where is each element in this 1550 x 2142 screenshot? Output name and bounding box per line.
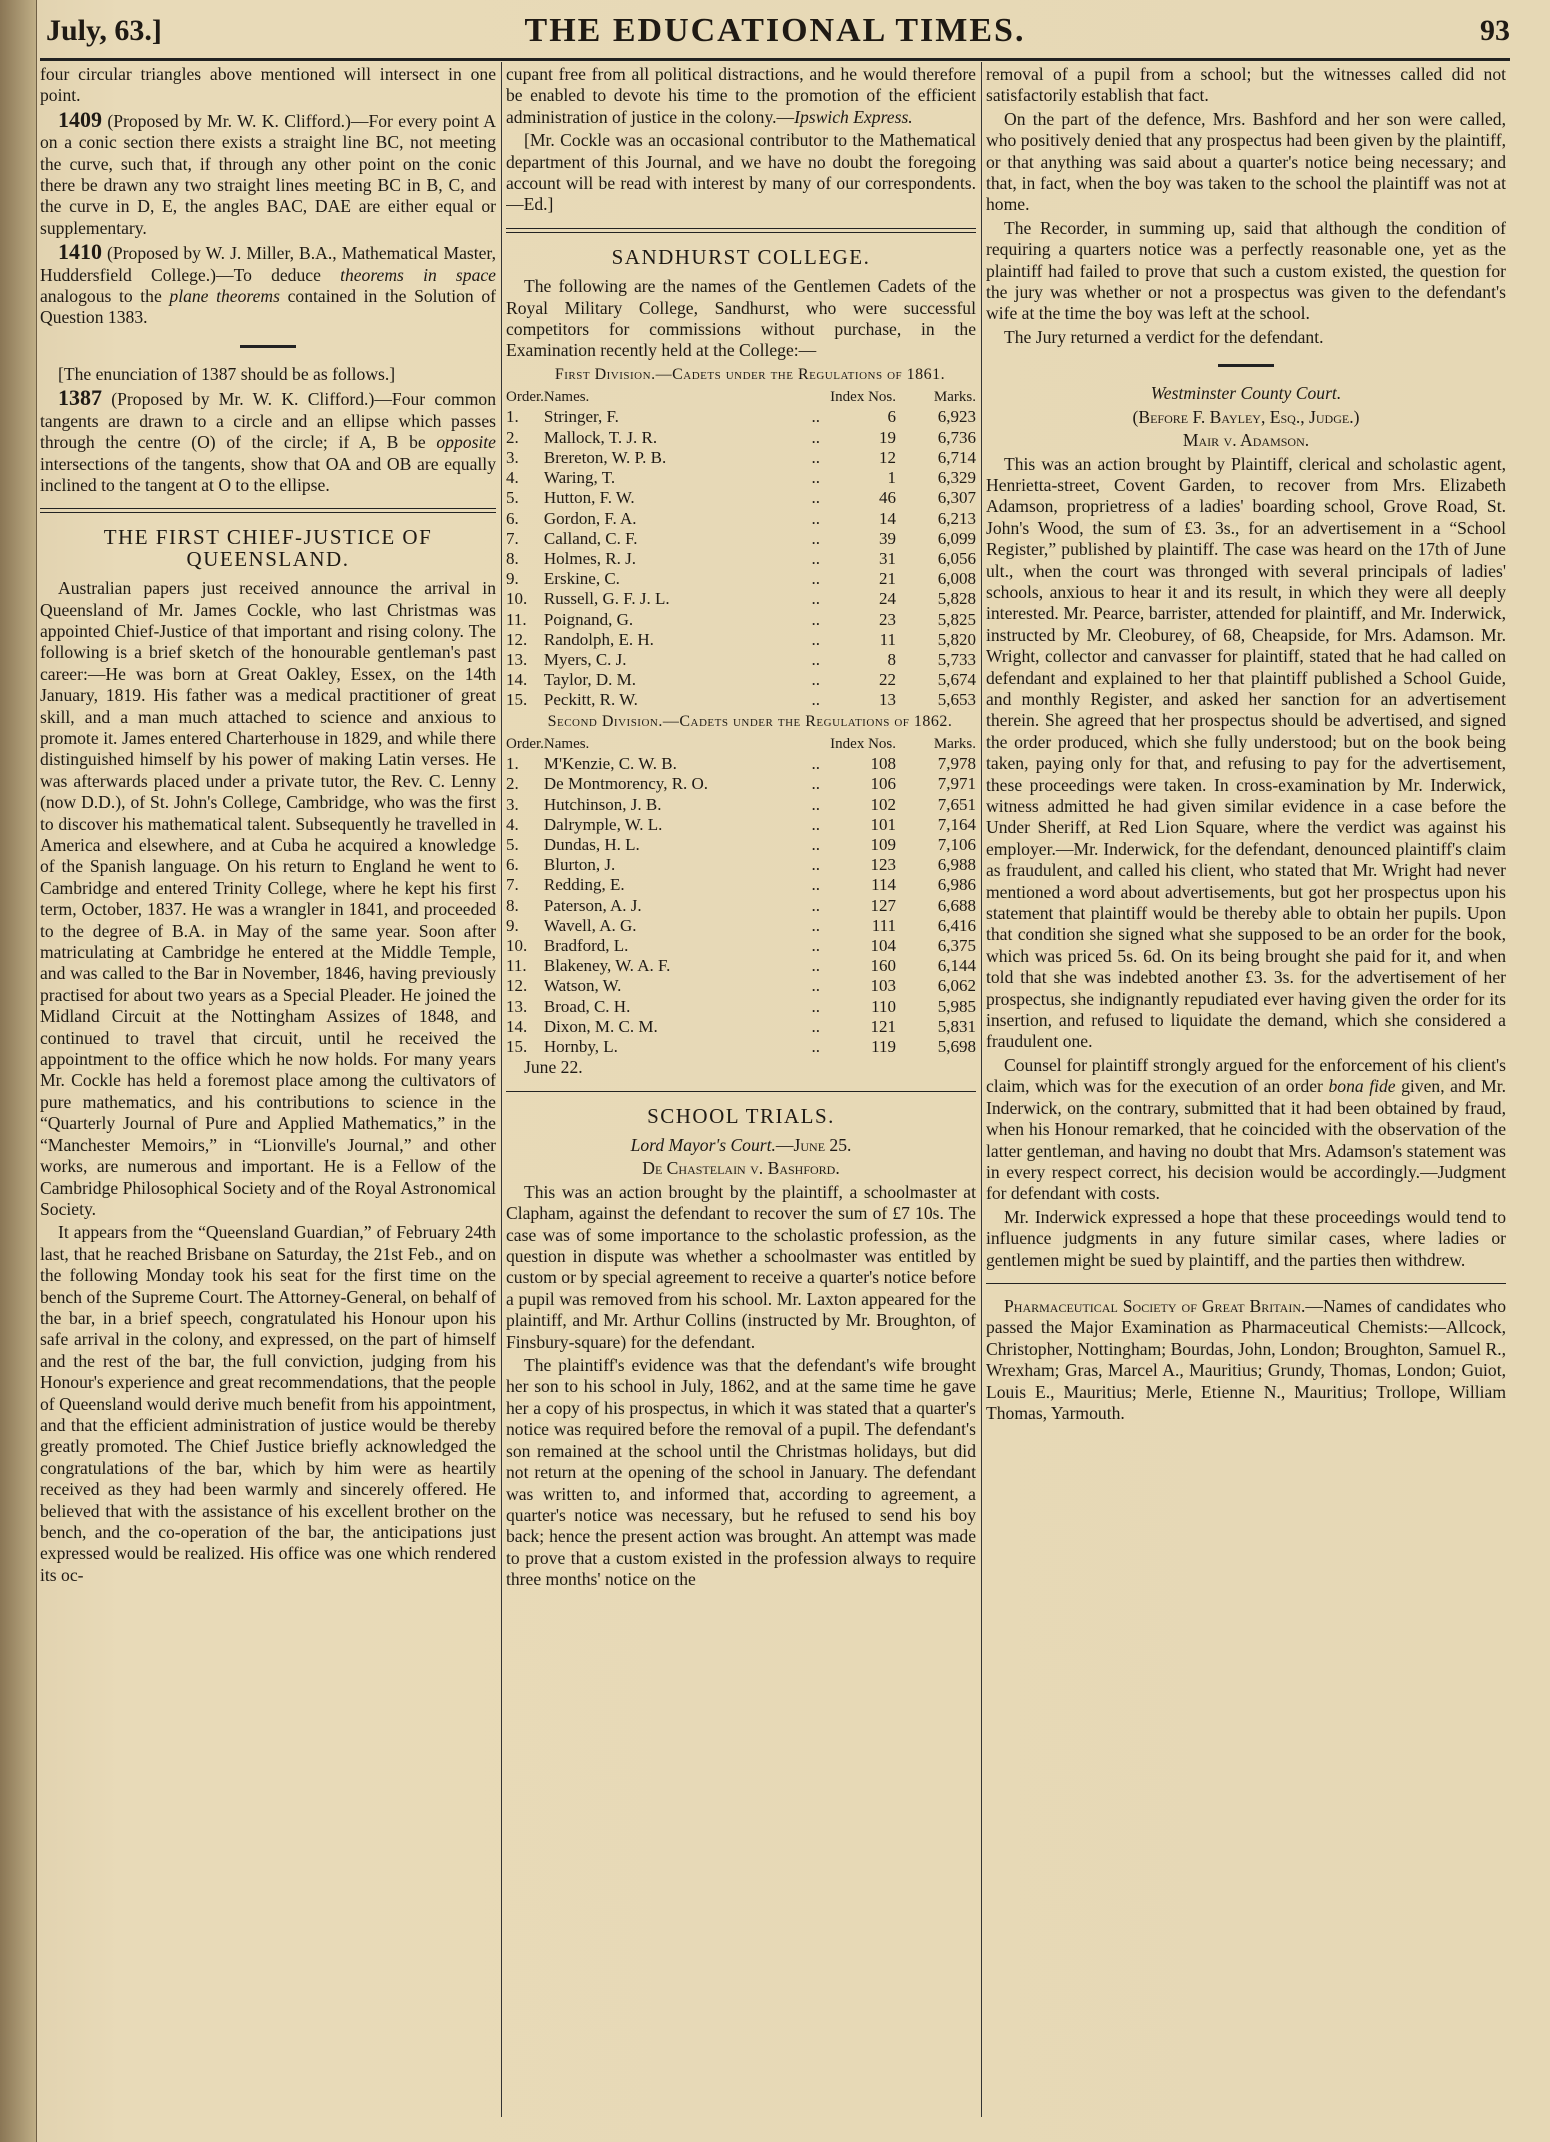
- section-title: SCHOOL TRIALS.: [647, 1103, 835, 1128]
- cell-order: 15.: [506, 1036, 528, 1056]
- table-row: [506, 774, 976, 794]
- cadet-name: Waring, T.: [543, 468, 616, 488]
- cell-index: 121: [870, 1016, 896, 1036]
- cell-index: 6: [887, 407, 896, 427]
- table-row: [506, 468, 976, 488]
- leader-dots: ..: [811, 589, 820, 609]
- cell-order: 7.: [506, 875, 519, 895]
- leader-dots: ..: [811, 609, 820, 629]
- paragraph: The Jury returned a verdict for the defendant.: [1004, 326, 1324, 347]
- cell-index: 19: [879, 427, 896, 447]
- question-1409: [40, 106, 496, 239]
- leader-dots: ..: [811, 670, 820, 690]
- cadet-name: Holmes, R. J.: [543, 548, 636, 568]
- cell-index: 101: [870, 814, 896, 834]
- leader-dots: ..: [811, 754, 820, 774]
- question-text: (Proposed by W. J. Miller, B.A., Mathematical Master, Huddersfield College.)—To deduce: [40, 243, 496, 285]
- leader-dots: ..: [811, 528, 820, 548]
- paragraph: This was an action brought by the plaintiff, a schoolmaster at Clapham, against the defendant to recover the sum of £7 10s. The case was of some importance to the scholastic profession, as the question in dispute was whether a schoolmaster was entitled by custom or by special agreement to receive a quarter's notice before a pupil was removed from his school. Mr. Laxton appeared for the plaintiff, and Mr. Arthur Collins (instructed by Mr. Broughton, of Finsbury-square) for the defendant.: [506, 1181, 976, 1352]
- leader-dots: ..: [811, 488, 820, 508]
- paragraph: [986, 1055, 1506, 1205]
- col-index: Index Nos.: [830, 389, 896, 406]
- table-row: [506, 488, 976, 508]
- cadet-name: Bradford, L.: [543, 935, 629, 955]
- case-name: De Chastelain v. Bashford.: [642, 1158, 840, 1179]
- cell-marks: 5,820: [937, 629, 976, 649]
- leader-dots: ..: [811, 427, 820, 447]
- column-3: [986, 64, 1506, 2124]
- cell-name: [544, 670, 826, 690]
- cell-marks: 5,985: [937, 996, 976, 1016]
- paragraph: The plaintiff's evidence was that the defendant's wife brought her son to his school in July, 1862, and at the same time he gave her a copy of his prospectus, in which it was stated that a quarter's notice was required before the removal of a pupil. The defendant's son remained at the school until the Christmas holidays, but did not return at the opening of the school in January. The defendant was written to, and informed that, according to agreement, a quarter's notice was necessary, but he refused to send his boy back; hence the present action was brought. An attempt was made to prove that a custom existed in the profession always to require three months' notice on the: [506, 1355, 976, 1590]
- source-credit: Ipswich Express.: [794, 106, 913, 127]
- col-order: Order.: [506, 389, 544, 406]
- cell-marks: 6,099: [937, 528, 976, 548]
- col-marks: Marks.: [933, 735, 976, 752]
- table-row: [506, 509, 976, 529]
- table-row: [506, 936, 976, 956]
- cell-marks: 6,056: [937, 548, 976, 568]
- cell-marks: 6,416: [937, 915, 976, 935]
- cell-order: 8.: [506, 548, 519, 568]
- leader-dots: ..: [811, 935, 820, 955]
- cell-name: [544, 488, 826, 508]
- question-text: contained in the Solution of Question 1383.: [40, 286, 496, 328]
- question-text: (Proposed by Mr. W. K. Clifford.)—Four common tangents are drawn to a circle and an ellipse which passes through the centre (O) of the circle; if A, B be: [40, 389, 496, 453]
- table-row: [506, 407, 976, 427]
- cell-marks: 5,831: [937, 1016, 976, 1036]
- column-rule: [981, 62, 982, 2117]
- binding-gutter: [0, 0, 37, 2142]
- cadet-name: Peckitt, R. W.: [543, 690, 638, 710]
- cell-order: 3.: [506, 794, 519, 814]
- cell-marks: 5,733: [937, 649, 976, 669]
- cell-index: 104: [870, 935, 896, 955]
- cell-name: [544, 976, 826, 996]
- notice-heading: Pharmaceutical Society of Great Britain.: [1004, 1295, 1306, 1316]
- cell-name: [544, 916, 826, 936]
- section-title: THE FIRST CHIEF-JUSTICE OF QUEENSLAND.: [103, 525, 433, 571]
- question-number: 1409: [58, 106, 102, 132]
- question-1387: [40, 387, 496, 496]
- cadet-name: Broad, C. H.: [543, 996, 631, 1016]
- results-table-2: [506, 734, 976, 1057]
- table-row: [506, 569, 976, 589]
- cell-name: [544, 855, 826, 875]
- pharmaceutical-notice: [986, 1296, 1506, 1424]
- cell-index: 22: [879, 670, 896, 690]
- cell-marks: 6,736: [937, 427, 976, 447]
- case-name: Mair v. Adamson.: [1182, 430, 1310, 451]
- paragraph: This was an action brought by Plaintiff, clerical and scholastic agent, Henrietta-street, Covent Garden, to recover from Mrs. Elizabeth Adamson, proprietress of a ladies' boarding school, Grove Road, St. John's Wood, the sum of £3. 3s., for an advertisement in a “School Register,” published by plaintiff. The case was heard on the 17th of June ult., when the court was thronged with several principals of ladies' schools, anxious to hear it and its result, in which they were all deeply interested. Mr. Pearce, barrister, attended for plaintiff, and Mr. Inderwick, instructed by Mr. Cleoburey, of 68, Cheapside, for Mrs. Adamson. Mr. Wright, collector and canvasser for plaintiff, stated that he had called on defendant and explained to her that plaintiff published a School Guide, and monthly Register, and asked her sanction for an advertisement therein. She agreed that her prospectus should be advertised, and signed the order produced, which she fully understood; but on the book being taken, paying only for that, and refusing to pay for the advertisement, these proceedings were taken. In cross-examination by Mr. Inderwick, witness admitted he had given similar evidence in a case before the Under Sheriff, at Red Lion Square, where the verdict was against his employer.—Mr. Inderwick, for the defendant, denounced plaintiff's claim as fraudulent, and called his client, who stated that Mr. Wright had never mentioned a word about advertisements, but got her prospectus upon his statement that plaintiff would be thereby able to obtain her pupils. Upon that condition she signed what she supposed to be an order for the book, which was priced 5s. 6d. On its being brought she paid for it, and when told that she was indebted another £3. 3s. for the advertisement of her prospectus, she indignantly repudiated ever having given the order for its insertion, and refused to liquidate the demand, which she considered a fraudulent one.: [986, 453, 1506, 1052]
- court-name: Lord Mayor's Court.: [630, 1135, 776, 1155]
- paragraph: Mr. Inderwick expressed a hope that these proceedings would tend to influence judgments in any future similar cases, where ladies or gentlemen might be sued by plaintiff, and the parties then withdrew.: [986, 1206, 1506, 1270]
- cell-name: [544, 549, 826, 569]
- cell-index: 102: [870, 794, 896, 814]
- cell-marks: 6,714: [937, 447, 976, 467]
- dateline: June 22.: [524, 1057, 583, 1078]
- cadet-name: Watson, W.: [543, 976, 622, 996]
- cell-order: 11.: [506, 609, 527, 629]
- question-text: analogous to the: [40, 286, 170, 307]
- cell-name: [544, 795, 826, 815]
- cadet-name: Blakeney, W. A. F.: [543, 956, 671, 976]
- table-row: [506, 815, 976, 835]
- cadet-name: Paterson, A. J.: [543, 895, 642, 915]
- table-row: [506, 610, 976, 630]
- cell-marks: 6,375: [937, 935, 976, 955]
- cadet-name: M'Kenzie, C. W. B.: [543, 754, 677, 774]
- cell-name: [544, 569, 826, 589]
- leader-dots: ..: [811, 468, 820, 488]
- court-date: —June 25.: [775, 1135, 852, 1155]
- cell-name: [544, 896, 826, 916]
- cell-marks: 5,828: [937, 589, 976, 609]
- leader-dots: ..: [811, 895, 820, 915]
- cell-index: 12: [879, 447, 896, 467]
- cell-order: 3.: [506, 447, 519, 467]
- table-row: [506, 650, 976, 670]
- cell-name: [544, 875, 826, 895]
- cell-index: 110: [871, 996, 896, 1016]
- leader-dots: ..: [811, 976, 820, 996]
- page-number: 93: [1480, 14, 1510, 47]
- cell-index: 103: [870, 976, 896, 996]
- section-divider: [986, 1283, 1506, 1284]
- leader-dots: ..: [811, 649, 820, 669]
- leader-dots: ..: [811, 915, 820, 935]
- notice-text: —Names of candidates who passed the Major Examination as Pharmaceutical Chemists:—Allcock, Christopher, Nottingham; Bourdas, John, London; Broughton, Samuel R., Wrexham; Gras, Marcel A., Mauritius; Grundy, Thomas, London; Guiot, Louis E., Mauritius; Merle, Etienne N., Mauritius; Trollope, William Thomas, Yarmouth.: [986, 1295, 1506, 1423]
- header-rule: [40, 58, 1510, 61]
- table-row: [506, 549, 976, 569]
- cell-order: 15.: [506, 690, 528, 710]
- cell-name: [544, 630, 826, 650]
- table-row: [506, 1037, 976, 1057]
- cell-name: [544, 1017, 826, 1037]
- cadet-name: Dalrymple, W. L.: [543, 814, 663, 834]
- cell-order: 6.: [506, 508, 519, 528]
- cell-order: 14.: [506, 1016, 528, 1036]
- cell-index: 8: [887, 649, 896, 669]
- editor-note: [Mr. Cockle was an occasional contributor to the Mathematical department of this Journal, and we have no doubt the foregoing account will be read with interest by many of our correspondents.—Ed.]: [506, 130, 976, 215]
- cell-order: 10.: [506, 935, 528, 955]
- table-row: [506, 754, 976, 774]
- cell-marks: 6,213: [937, 508, 976, 528]
- cadet-name: Hutchinson, J. B.: [543, 794, 662, 814]
- cell-name: [544, 428, 826, 448]
- table-row: [506, 529, 976, 549]
- cadet-name: Hutton, F. W.: [543, 488, 635, 508]
- cadet-name: Mallock, T. J. R.: [543, 427, 658, 447]
- table-row: [506, 448, 976, 468]
- cell-name: [544, 690, 826, 710]
- table-row: [506, 855, 976, 875]
- cadet-name: Myers, C. J.: [543, 649, 627, 669]
- cadet-name: Hornby, L.: [543, 1036, 618, 1056]
- division-heading: Second Division.—Cadets under the Regulations of 1862.: [547, 712, 953, 730]
- paragraph: It appears from the “Queensland Guardian,” of February 24th last, that he reached Brisbane on Saturday, the 21st Feb., and on the following Monday took his seat for the first time on the bench of the Supreme Court. The Attorney-General, on behalf of the bar, in a brief speech, congratulated his Honour upon his safe arrival in the colony, and expressed, on the part of himself and the rest of the bar, the full conviction, judging from his Honour's experience and great recommendations, that the people of Queensland would derive much benefit from his appointment, and that the efficient administration of justice would be thereby greatly promoted. The Chief Justice briefly acknowledged the congratulations of the bar, which by him were as heartily received as they had been warmly and sincerely offered. He believed that with the assistance of his excellent brother on the bench, and the co-operation of the bar, the anticipations just expressed would be realized. His office was one which rendered its oc-: [40, 1222, 496, 1585]
- italic-text: bona fide: [1328, 1076, 1396, 1097]
- table-row: [506, 976, 976, 996]
- short-divider: [1218, 364, 1274, 367]
- col-index: Index Nos.: [830, 735, 896, 752]
- paragraph: The Recorder, in summing up, said that although the condition of requiring a quarters notice was a perfectly reasonable one, yet as the plaintiff had failed to prove that such a custom existed, the question for the jury was whether or not a prospectus was given to the defendant's wife at the time the boy was left at the school.: [986, 217, 1506, 324]
- paragraph: removal of a pupil from a school; but the witnesses called did not satisfactorily establish that fact.: [986, 64, 1506, 106]
- leader-dots: ..: [811, 407, 820, 427]
- cell-marks: 6,144: [937, 956, 976, 976]
- header-date: July, 63.]: [46, 14, 162, 47]
- cell-order: 12.: [506, 976, 528, 996]
- leader-dots: ..: [811, 956, 820, 976]
- column-2: [506, 64, 976, 2124]
- cell-name: [544, 997, 826, 1017]
- cell-order: 1.: [506, 407, 519, 427]
- cell-order: 2.: [506, 427, 519, 447]
- table-row: [506, 630, 976, 650]
- cell-name: [544, 589, 826, 609]
- cell-index: 111: [871, 915, 896, 935]
- cell-order: 9.: [506, 569, 519, 589]
- table-row: [506, 875, 976, 895]
- cell-name: [544, 815, 826, 835]
- cell-name: [544, 650, 826, 670]
- short-divider: [240, 345, 296, 348]
- table-row: [506, 690, 976, 710]
- cell-order: 13.: [506, 649, 528, 669]
- cell-name: [544, 407, 826, 427]
- column-rule: [501, 62, 502, 2117]
- cell-order: 14.: [506, 670, 528, 690]
- court-line: [506, 1135, 976, 1156]
- paragraph-text: cupant free from all political distractions, and he would therefore be enabled to devote his time to the promotion of the efficient administration of justice in the colony.—: [506, 64, 976, 127]
- cadet-name: Calland, C. F.: [543, 528, 638, 548]
- cell-marks: 5,674: [937, 670, 976, 690]
- section-divider: [40, 508, 496, 513]
- question-text: (Proposed by Mr. W. K. Clifford.)—For every point A on a conic section there exists a straight line BC, not meeting the curve, such that, if through any other point on the conic there be drawn any two straight lines meeting BC in B, C, and the curve in D, E, the angles BAC, DAE are either equal or supplementary.: [40, 110, 496, 238]
- cell-marks: 7,164: [937, 814, 976, 834]
- leader-dots: ..: [811, 794, 820, 814]
- cell-marks: 5,698: [937, 1036, 976, 1056]
- paragraph: [506, 64, 976, 128]
- cell-marks: 7,978: [937, 754, 976, 774]
- italic-text: plane theorems: [169, 286, 280, 307]
- cell-index: 46: [879, 488, 896, 508]
- cell-name: [544, 448, 826, 468]
- cell-index: 160: [870, 956, 896, 976]
- cell-name: [544, 936, 826, 956]
- cadet-name: Russell, G. F. J. L.: [543, 589, 670, 609]
- cell-index: 119: [871, 1036, 896, 1056]
- cell-name: [544, 754, 826, 774]
- cell-index: 39: [879, 528, 896, 548]
- cell-index: 11: [879, 629, 896, 649]
- leader-dots: ..: [811, 548, 820, 568]
- cell-index: 31: [879, 548, 896, 568]
- leader-dots: ..: [811, 875, 820, 895]
- section-divider: [506, 228, 976, 233]
- cell-order: 2.: [506, 774, 519, 794]
- cell-index: 123: [870, 855, 896, 875]
- cell-index: 109: [870, 834, 896, 854]
- cell-index: 13: [879, 690, 896, 710]
- section-title: SANDHURST COLLEGE.: [611, 244, 871, 269]
- cell-order: 8.: [506, 895, 519, 915]
- judge-line: (Before F. Bayley, Esq., Judge.): [1132, 406, 1360, 427]
- leader-dots: ..: [811, 569, 820, 589]
- cell-index: 21: [879, 569, 896, 589]
- cell-name: [544, 529, 826, 549]
- cell-marks: 6,329: [937, 468, 976, 488]
- question-number: 1387: [58, 385, 102, 411]
- leader-dots: ..: [811, 774, 820, 794]
- paragraph: Australian papers just received announce the arrival in Queensland of Mr. James Cockle, who last Christmas was appointed Chief-Justice of that important and rising colony. The following is a brief sketch of the honourable gentleman's past career:—He was born at Great Oakley, Essex, on the 14th January, 1819. His father was a medical practitioner of great skill, and a man much attached to science and anxious to promote it. James entered Charterhouse in 1829, and while there distinguished himself by his power of making Latin verses. He was afterwards placed under a private tutor, the Rev. C. Lenny (now D.D.), of St. John's College, Cambridge, who was the first to discover his mathematical talent. Subsequently he travelled in America and elsewhere, and at Cuba he acquired a knowledge of the Spanish language. On his return to England he went to Cambridge and entered Trinity College, where he kept his first term, October, 1837. He was a wrangler in 1841, and proceeded to the degree of B.A. in May of the same year. Soon after matriculating at Cambridge he entered at the Middle Temple, and was called to the Bar in November, 1846, having previously practised for about two years as a Special Pleader. He joined the Midland Circuit at the Nottingham Assizes of 1848, and continued to travel that circuit, until he received the appointment to the office which he now holds. For many years Mr. Cockle has held a foremost place among the cultivators of pure mathematics, and his contributions to science in the “Quarterly Journal of Pure and Applied Mathematics,” in the “Manchester Memoirs,” in “Lionville's Journal,” and other works, are numerous and important. He is a Fellow of the Cambridge Philosophical Society and of the Royal Astronomical Society.: [40, 578, 496, 1219]
- enunciation-note: [The enunciation of 1387 should be as follows.]: [58, 363, 396, 384]
- leader-dots: ..: [811, 855, 820, 875]
- question-text: intersections of the tangents, show that OA and OB are equally inclined to the tangent at O to the ellipse.: [40, 453, 496, 495]
- col-names: Names.: [543, 389, 590, 406]
- cell-name: [544, 774, 826, 794]
- paragraph: The following are the names of the Gentlemen Cadets of the Royal Military College, Sandhurst, who were successful competitors for commissions without purchase, in the Examination recently held at the College:—: [506, 276, 976, 361]
- cell-name: [544, 509, 826, 529]
- cell-name: [544, 468, 826, 488]
- cadet-name: Redding, E.: [543, 875, 625, 895]
- cell-name: [544, 1037, 826, 1057]
- court-name: [986, 383, 1506, 404]
- leader-dots: ..: [811, 996, 820, 1016]
- col-order: Order.: [506, 735, 544, 752]
- cell-name: [544, 835, 826, 855]
- cell-marks: 5,825: [937, 609, 976, 629]
- cadet-name: Brereton, W. P. B.: [543, 447, 667, 467]
- cell-marks: 6,307: [937, 488, 976, 508]
- question-number: 1410: [58, 239, 102, 265]
- cell-order: 12.: [506, 629, 528, 649]
- page-header: [40, 12, 1510, 58]
- leader-dots: ..: [811, 690, 820, 710]
- column-1: [40, 64, 496, 2124]
- cadet-name: Poignand, G.: [543, 609, 634, 629]
- table-row: [506, 896, 976, 916]
- cell-index: 106: [870, 774, 896, 794]
- cell-order: 5.: [506, 834, 519, 854]
- cadet-name: Randolph, E. H.: [543, 629, 654, 649]
- cell-marks: 6,923: [937, 407, 976, 427]
- cell-order: 13.: [506, 996, 528, 1016]
- question-1410: [40, 241, 496, 329]
- cell-marks: 7,971: [937, 774, 976, 794]
- italic-text: theorems in space: [340, 264, 496, 285]
- publication-title: THE EDUCATIONAL TIMES.: [524, 12, 1026, 49]
- cell-order: 9.: [506, 915, 519, 935]
- leader-dots: ..: [811, 1016, 820, 1036]
- col-marks: Marks.: [933, 389, 976, 406]
- cell-marks: 6,988: [937, 855, 976, 875]
- cell-index: 114: [871, 875, 896, 895]
- table-row: [506, 795, 976, 815]
- table-row: [506, 1017, 976, 1037]
- cadet-name: Wavell, A. G.: [543, 915, 637, 935]
- cell-marks: 6,008: [937, 569, 976, 589]
- table-row: [506, 835, 976, 855]
- paragraph-text: Counsel for plaintiff strongly argued for the enforcement of his client's claim, which was for the execution of an order: [986, 1054, 1506, 1097]
- court-name-text: Westminster County Court.: [1150, 383, 1342, 404]
- cell-index: 23: [879, 609, 896, 629]
- cell-order: 4.: [506, 468, 519, 488]
- cadet-name: Dundas, H. L.: [543, 834, 640, 854]
- cell-order: 10.: [506, 589, 528, 609]
- paragraph-text: given, and Mr. Inderwick, on the contrary, submitted that it had been obtained by fraud, when his Honour remarked, that he coincided with the observation of the latter gentleman, and having no doubt that Mrs. Adamson's statement was in every respect correct, his decision would be accordingly.—Judgment for defendant with costs.: [986, 1076, 1506, 1204]
- division-heading: First Division.—Cadets under the Regulations of 1861.: [554, 365, 946, 383]
- leader-dots: ..: [811, 447, 820, 467]
- section-divider: [506, 1091, 976, 1092]
- table-row: [506, 589, 976, 609]
- cadet-name: De Montmorency, R. O.: [543, 774, 709, 794]
- leader-dots: ..: [811, 814, 820, 834]
- cell-name: [544, 610, 826, 630]
- cell-order: 4.: [506, 814, 519, 834]
- cell-index: 14: [879, 508, 896, 528]
- cell-marks: 6,062: [937, 976, 976, 996]
- cell-marks: 7,651: [937, 794, 976, 814]
- cell-index: 108: [870, 754, 896, 774]
- cell-name: [544, 956, 826, 976]
- cadet-name: Erskine, C.: [543, 569, 620, 589]
- cadet-name: Dixon, M. C. M.: [543, 1016, 658, 1036]
- cadet-name: Stringer, F.: [543, 407, 619, 427]
- cell-marks: 6,986: [937, 875, 976, 895]
- cadet-name: Taylor, D. M.: [543, 670, 636, 690]
- table-row: [506, 670, 976, 690]
- leader-dots: ..: [811, 508, 820, 528]
- leader-dots: ..: [811, 629, 820, 649]
- leader-dots: ..: [811, 834, 820, 854]
- italic-text: opposite: [436, 432, 496, 453]
- cell-order: 11.: [506, 956, 527, 976]
- cell-index: 24: [879, 589, 896, 609]
- table-row: [506, 916, 976, 936]
- cell-order: 5.: [506, 488, 519, 508]
- cell-index: 127: [870, 895, 896, 915]
- cell-order: 6.: [506, 855, 519, 875]
- col-names: Names.: [543, 735, 590, 752]
- cadet-name: Gordon, F. A.: [543, 508, 637, 528]
- results-table-1: [506, 387, 976, 710]
- table-row: [506, 997, 976, 1017]
- cell-order: 7.: [506, 528, 519, 548]
- paragraph: On the part of the defence, Mrs. Bashford and her son were called, who positively denied that any prospectus had been given by the plaintiff, or that anything was said about a quarter's notice being necessary; and that, in fact, when the boy was taken to the school the plaintiff was not at home.: [986, 108, 1506, 215]
- table-row: [506, 956, 976, 976]
- leader-dots: ..: [811, 1036, 820, 1056]
- cell-marks: 5,653: [937, 690, 976, 710]
- cell-order: 1.: [506, 754, 519, 774]
- table-row: [506, 428, 976, 448]
- cell-marks: 6,688: [937, 895, 976, 915]
- paragraph: four circular triangles above mentioned will intersect in one point.: [40, 64, 496, 106]
- cell-index: 1: [887, 468, 896, 488]
- cell-marks: 7,106: [937, 834, 976, 854]
- cadet-name: Blurton, J.: [543, 855, 616, 875]
